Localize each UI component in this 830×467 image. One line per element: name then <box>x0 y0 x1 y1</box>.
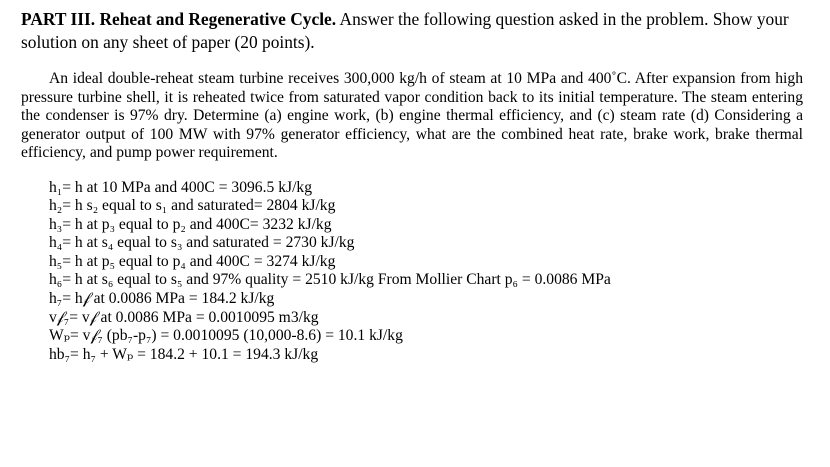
calc-line-h7: h₇= h𝒻 at 0.0086 MPa = 184.2 kJ/kg <box>49 290 275 308</box>
part-title: PART III. Reheat and Regenerative Cycle. <box>21 9 337 29</box>
calc-line-h2: h₂= h s₂ equal to s₁ and saturated= 2804 kJ/kg <box>49 197 336 215</box>
part-instruction: Answer the following question asked in the problem. Show your solution on any sheet of paper (20 points). <box>21 9 789 52</box>
calc-line-h5: h₅= h at p₅ equal to p₄ and 400C = 3274 kJ/kg <box>49 252 336 270</box>
calc-line-h6: h₆= h at s₆ equal to s₅ and 97% quality = 2510 kJ/kg From Mollier Chart p₆ = 0.0086 MPa <box>49 271 611 289</box>
calc-line-vf7: v𝒻₇= v𝒻 at 0.0086 MPa = 0.0010095 m3/kg <box>49 308 319 326</box>
document-page <box>21 8 803 364</box>
problem-statement: An ideal double-reheat steam turbine receives 300,000 kg/h of steam at 10 MPa and 400˚C. After expansion from high pressure turbine shell, it is reheated twice from saturated vapor condition back to its initial temperature. The steam entering the condenser is 97% dry. Determine (a) engine work, (b) engine thermal efficiency, and (c) steam rate (d) Considering a generator output of 100 MW with 97% generator efficiency, what are the combined heat rate, brake work, brake thermal efficiency, and pump power requirement. <box>21 70 803 161</box>
calc-line-h1: h₁= h at 10 MPa and 400C = 3096.5 kJ/kg <box>49 178 312 196</box>
calc-line-hb7: hb₇= h₇ + Wₚ = 184.2 + 10.1 = 194.3 kJ/kg <box>49 345 319 363</box>
calc-line-wp: Wₚ= v𝒻₇ (pb₇-p₇) = 0.0010095 (10,000-8.6) = 10.1 kJ/kg <box>49 327 403 345</box>
calc-line-h4: h₄= h at s₄ equal to s₃ and saturated = 2730 kJ/kg <box>49 234 355 252</box>
part-heading <box>21 8 803 54</box>
calc-line-h3: h₃= h at p₃ equal to p₂ and 400C= 3232 kJ/kg <box>49 215 332 233</box>
solution-calculations <box>49 179 803 365</box>
